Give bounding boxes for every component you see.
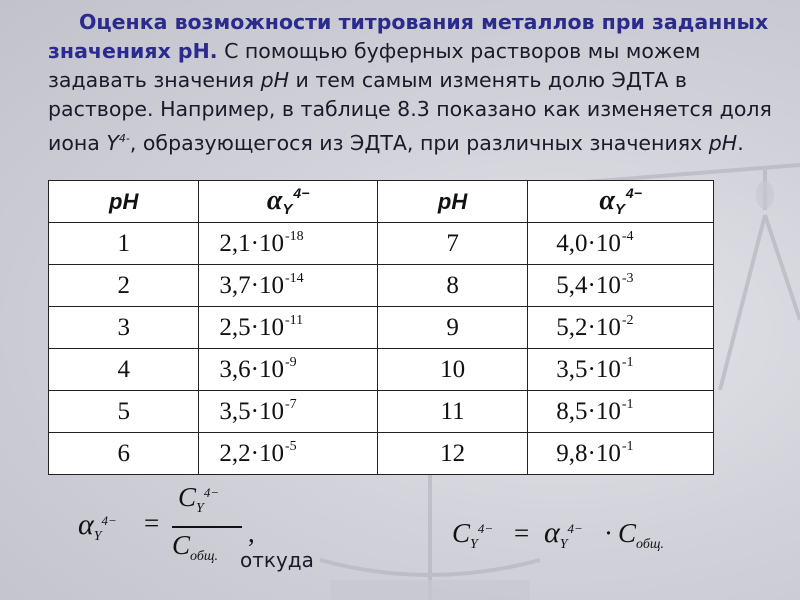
ph-cell: 12 [377, 433, 527, 475]
alpha-cell: $3,6\cdot 10^{-9}$ [199, 349, 377, 391]
ph-cell: 4 [49, 349, 199, 391]
intro-text-4: . [737, 130, 744, 155]
connector-word: откуда [240, 548, 314, 572]
table-row [49, 391, 714, 433]
intro-paragraph [48, 8, 778, 158]
formula2-c: $C_Y^{4-}$ [452, 518, 494, 552]
ion-charge: 4- [118, 132, 130, 145]
header-alpha-left: $\alpha_Y^{4-}$ [199, 181, 377, 223]
alpha-cell: $4,0\cdot 10^{-4}$ [528, 223, 714, 265]
formula2-equals: = [514, 518, 530, 548]
formula-comma: , [248, 518, 255, 548]
alpha-cell: $3,7\cdot 10^{-14}$ [199, 265, 377, 307]
table-row [49, 223, 714, 265]
intro-text-3: , образующегося из ЭДТА, при различных значениях [129, 130, 709, 155]
ph-cell: 3 [49, 307, 199, 349]
alpha-cell: $3,5\cdot 10^{-7}$ [199, 391, 377, 433]
table-row [49, 349, 714, 391]
ph-cell: 9 [377, 307, 527, 349]
alpha-cell: $8,5\cdot 10^{-1}$ [528, 391, 714, 433]
ph-cell: 2 [49, 265, 199, 307]
formula2-alpha: $\alpha_Y^{4-}$ [544, 516, 583, 552]
formula-numerator: $C_Y^{4-}$ [178, 482, 220, 516]
header-alpha-right: $\alpha_Y^{4-}$ [528, 181, 714, 223]
alpha-cell: $5,4\cdot 10^{-3}$ [528, 265, 714, 307]
ph-cell: 7 [377, 223, 527, 265]
table-row [49, 265, 714, 307]
header-ph-right: pH [377, 181, 527, 223]
intro-text-2: и тем самым изменять долю ЭДТА в растворе. Например, в таблице 8.3 показано как изменяется доля иона [48, 68, 772, 155]
ph-cell: 1 [49, 223, 199, 265]
formula-alpha: $\alpha_Y^{4-}$ [78, 508, 117, 544]
ph-cell: 11 [377, 391, 527, 433]
ph-cell: 8 [377, 265, 527, 307]
ph-cell: 10 [377, 349, 527, 391]
alpha-vs-ph-table [48, 180, 714, 475]
table-row [49, 433, 714, 475]
alpha-cell: $2,5\cdot 10^{-11}$ [199, 307, 377, 349]
alpha-cell: $9,8\cdot 10^{-1}$ [528, 433, 714, 475]
table-row [49, 307, 714, 349]
intro-text-1: С помощью буферных растворов мы можем задавать значения [48, 39, 701, 92]
alpha-cell: $2,1\cdot 10^{-18}$ [199, 223, 377, 265]
alpha-cell: $2,2\cdot 10^{-5}$ [199, 433, 377, 475]
fraction-bar [172, 526, 242, 528]
ph-term: pH [260, 68, 289, 92]
formula-denominator: $C_{общ.}$ [172, 530, 218, 564]
section-heading: Оценка возможности титрования металлов при заданных значениях рН. [48, 10, 769, 63]
ph-term: pH [708, 130, 738, 155]
table-header-row [49, 181, 714, 223]
formula2-dot: · [604, 518, 613, 548]
header-ph-left: pH [49, 181, 199, 223]
ph-cell: 6 [49, 433, 199, 475]
formula-equals: = [144, 508, 160, 538]
formula2-c-total: $C_{общ.}$ [618, 518, 664, 552]
ion-symbol: Y [106, 130, 119, 155]
ph-cell: 5 [49, 391, 199, 433]
alpha-cell: $3,5\cdot 10^{-1}$ [528, 349, 714, 391]
alpha-cell: $5,2\cdot 10^{-2}$ [528, 307, 714, 349]
